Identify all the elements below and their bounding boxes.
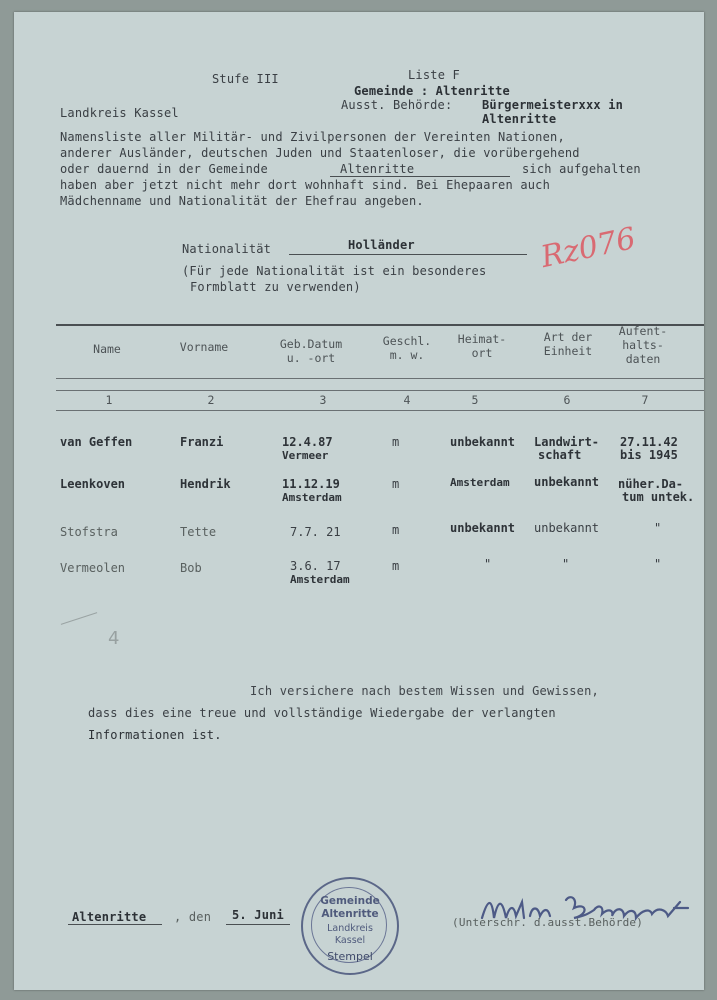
pencil-stroke xyxy=(61,612,97,625)
cell-geb: 7.7. 21 xyxy=(290,525,341,539)
stufe-label: Stufe III xyxy=(212,72,279,86)
nationality-value: Holländer xyxy=(348,238,415,252)
cell-daten-2: bis 1945 xyxy=(620,448,678,462)
ausst-value: Bürgermeisterxxx in xyxy=(482,98,624,112)
cell-geschl: m xyxy=(392,435,400,449)
col-number: 3 xyxy=(319,393,327,407)
col-header-aufenthalt: Aufent- halts- daten xyxy=(618,324,668,366)
cell-name: Leenkoven xyxy=(60,477,126,491)
gemeinde-underline xyxy=(330,176,510,177)
gemeinde-label: Gemeinde : Altenritte xyxy=(354,84,510,98)
cell-geschl: m xyxy=(392,477,400,491)
cell-name: van Geffen xyxy=(60,435,133,449)
footer-place: Altenritte xyxy=(72,910,147,924)
col-header-name: Name xyxy=(93,342,121,356)
table-number-rule-top xyxy=(56,390,704,391)
col-header-heimat: Heimat- ort xyxy=(457,332,507,360)
date-underline xyxy=(226,924,290,925)
col-header-vorname: Vorname xyxy=(179,340,229,354)
intro-line-4: haben aber jetzt nicht mehr dort wohnhaft sind. Bei Ehepaaren auch xyxy=(60,178,551,192)
cell-geschl: m xyxy=(392,523,400,537)
intro-line-2: anderer Ausländer, deutschen Juden und Staatenloser, die vorübergehend xyxy=(60,146,580,160)
cell-heimat: unbekannt xyxy=(450,521,516,535)
margin-note: 4 xyxy=(108,628,120,649)
nationality-note-2: Formblatt zu verwenden) xyxy=(190,280,361,294)
cell-daten: " xyxy=(654,557,662,571)
cell-daten: nüher.Da- xyxy=(618,477,684,491)
col-header-geb: Geb.Datum u. -ort xyxy=(279,337,343,365)
official-stamp: Gemeinde Altenritte Landkreis Kassel Stempel xyxy=(301,877,399,975)
cell-einheit: unbekannt xyxy=(534,475,600,489)
col-header-geschl: Geschl. m. w. xyxy=(382,334,432,362)
footer-date: 5. Juni xyxy=(232,908,284,922)
cell-vorname: Tette xyxy=(180,525,217,539)
declaration-line-3: Informationen ist. xyxy=(88,728,222,742)
cell-einheit: unbekannt xyxy=(534,521,600,535)
ausst-label: Ausst. Behörde: xyxy=(341,98,453,112)
table-top-rule xyxy=(56,324,704,326)
intro-line-1: Namensliste aller Militär- und Zivilpersonen der Vereinten Nationen, xyxy=(60,130,565,144)
cell-heimat: unbekannt xyxy=(450,435,516,449)
cell-geb: 12.4.87 xyxy=(282,435,333,449)
red-archive-mark xyxy=(537,212,639,282)
nationality-label: Nationalität xyxy=(182,242,272,256)
cell-einheit-2: schaft xyxy=(538,448,582,462)
cell-vorname: Hendrik xyxy=(180,477,231,491)
cell-ort: Vermeer xyxy=(282,449,329,462)
cell-geb: 11.12.19 xyxy=(282,477,340,491)
cell-daten: " xyxy=(654,521,662,535)
footer-den: , den xyxy=(174,910,212,924)
declaration-line-1: Ich versichere nach bestem Wissen und Gewissen, xyxy=(250,684,599,698)
signature-label: (Unterschr. d.ausst.Behörde) xyxy=(452,916,644,929)
cell-einheit: " xyxy=(562,557,570,571)
nationality-underline xyxy=(289,254,527,255)
cell-heimat: Amsterdam xyxy=(450,476,510,489)
cell-geschl: m xyxy=(392,559,400,573)
col-number: 2 xyxy=(207,393,215,407)
declaration-line-2: dass dies eine treue und vollständige Wiedergabe der verlangten xyxy=(88,706,556,720)
liste-label: Liste F xyxy=(408,68,460,82)
cell-einheit: Landwirt- xyxy=(534,435,600,449)
place-underline xyxy=(68,924,162,925)
col-number: 1 xyxy=(105,393,113,407)
handwritten-signature xyxy=(474,888,694,938)
ausst-value-2: Altenritte xyxy=(482,112,557,126)
cell-geb: 3.6. 17 xyxy=(290,559,341,573)
landkreis-label: Landkreis Kassel xyxy=(60,106,179,120)
col-number: 7 xyxy=(641,393,649,407)
cell-heimat: " xyxy=(484,557,492,571)
intro-line-5: Mädchenname und Nationalität der Ehefrau angeben. xyxy=(60,194,424,208)
intro-line-3a: oder dauernd in der Gemeinde xyxy=(60,162,268,176)
col-number: 5 xyxy=(471,393,479,407)
table-header-rule xyxy=(56,378,704,379)
cell-ort: Amsterdam xyxy=(290,573,350,586)
svg-text:Rz076: Rz076 xyxy=(537,221,639,276)
document-page xyxy=(14,12,704,990)
cell-vorname: Bob xyxy=(180,561,202,575)
cell-daten: 27.11.42 xyxy=(620,435,678,449)
cell-ort: Amsterdam xyxy=(282,491,342,504)
intro-line-3c: sich aufgehalten xyxy=(522,162,641,176)
cell-name: Vermeolen xyxy=(60,561,126,575)
cell-daten-2: tum untek. xyxy=(622,490,695,504)
cell-vorname: Franzi xyxy=(180,435,224,449)
intro-line-3b: Altenritte xyxy=(340,162,415,176)
col-number: 6 xyxy=(563,393,571,407)
col-header-einheit: Art der Einheit xyxy=(543,330,593,358)
nationality-note-1: (Für jede Nationalität ist ein besonderes xyxy=(182,264,487,278)
col-number: 4 xyxy=(403,393,411,407)
cell-name: Stofstra xyxy=(60,525,118,539)
table-number-rule-bottom xyxy=(56,410,704,411)
